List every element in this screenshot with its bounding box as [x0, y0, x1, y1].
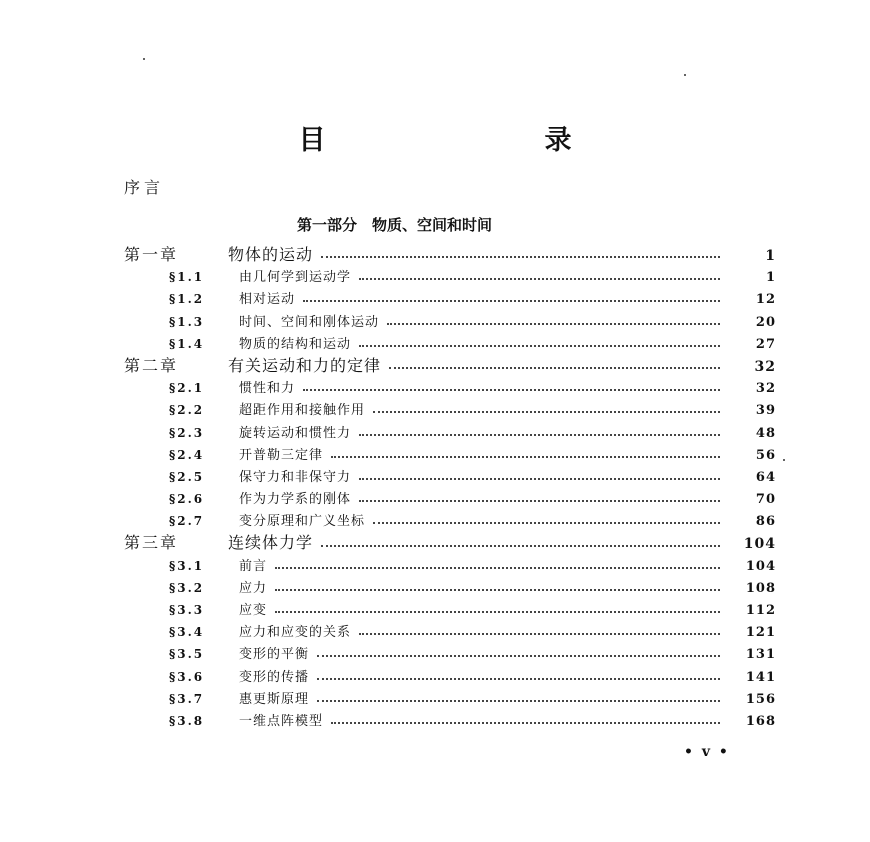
- section-number: §1.3: [169, 314, 205, 329]
- section-title: 前言: [239, 558, 268, 574]
- toc-section-row: [124, 466, 776, 488]
- section-title: 物质的结构和运动: [239, 336, 352, 352]
- toc-section-row: [124, 710, 776, 732]
- section-number: §2.1: [169, 381, 205, 396]
- dot-leader: [321, 256, 720, 258]
- toc-section-row: [124, 444, 776, 466]
- section-number: §3.7: [169, 691, 205, 706]
- page-number: 1: [765, 270, 776, 286]
- section-number: §3.6: [169, 669, 205, 684]
- section-title: 作为力学系的刚体: [239, 492, 352, 508]
- page-number: 32: [755, 381, 776, 397]
- page-number: 56: [755, 447, 776, 463]
- toc-chapter-row: [124, 355, 776, 377]
- page-number: 104: [745, 558, 776, 574]
- dot-leader: [275, 611, 720, 613]
- dot-leader: [303, 300, 720, 302]
- section-title: 惠更斯原理: [239, 691, 310, 707]
- dot-leader: [373, 411, 720, 413]
- page-number: 141: [745, 669, 776, 685]
- page-number: 131: [745, 647, 776, 663]
- section-number: §3.2: [169, 580, 205, 595]
- section-number: §3.8: [169, 713, 205, 728]
- dot-leader: [321, 545, 720, 547]
- dot-leader: [317, 700, 720, 702]
- toc-section-row: [124, 688, 776, 710]
- part-heading: 第一部分 物质、空间和时间: [297, 216, 493, 234]
- dot-leader: [317, 678, 720, 680]
- dot-leader: [373, 522, 720, 524]
- page-number: 121: [745, 625, 776, 641]
- section-number: §3.3: [169, 603, 205, 617]
- dot-leader: [331, 722, 720, 724]
- page-title: 目 录: [298, 125, 668, 156]
- section-number: §2.7: [169, 514, 205, 529]
- section-number: §3.1: [169, 558, 205, 573]
- dot-leader: [387, 323, 720, 325]
- section-number: §3.5: [169, 647, 205, 662]
- section-number: §1.1: [169, 270, 205, 285]
- toc-chapter-row: [124, 532, 776, 554]
- toc-section-row: [124, 333, 776, 355]
- chapter-title: 连续体力学: [228, 533, 314, 553]
- dot-leader: [275, 567, 720, 569]
- dot-leader: [359, 478, 720, 480]
- dot-leader: [317, 655, 720, 657]
- page-number: 39: [755, 403, 776, 419]
- dot-leader: [359, 434, 720, 436]
- page-number: 64: [755, 469, 776, 485]
- chapter-number: 第一章: [124, 245, 179, 264]
- toc-section-row: [124, 577, 776, 599]
- toc-section-row: [124, 666, 776, 688]
- section-number: §1.4: [169, 336, 205, 351]
- section-title: 变形的平衡: [239, 647, 310, 663]
- page-number: 27: [755, 336, 776, 352]
- toc-section-row: [124, 377, 776, 399]
- section-title: 一维点阵模型: [239, 713, 324, 729]
- page-number: 108: [745, 580, 776, 596]
- page-number: 12: [755, 292, 776, 308]
- page-number: 168: [745, 713, 776, 729]
- preface-entry: 序言: [124, 178, 165, 197]
- dot-leader: [359, 278, 720, 280]
- table-of-contents: [124, 244, 776, 732]
- section-title: 旋转运动和惯性力: [239, 425, 352, 441]
- section-number: §2.6: [169, 492, 205, 507]
- toc-section-row: [124, 621, 776, 643]
- scan-speck: [783, 459, 785, 461]
- section-title: 变分原理和广义坐标: [239, 514, 366, 530]
- toc-section-row: [124, 510, 776, 532]
- section-number: §2.2: [169, 403, 205, 418]
- section-title: 超距作用和接触作用: [239, 403, 366, 419]
- section-title: 时间、空间和刚体运动: [239, 314, 380, 330]
- chapter-number: 第三章: [124, 533, 179, 553]
- dot-leader: [359, 345, 720, 347]
- section-title: 惯性和力: [239, 381, 296, 397]
- section-title: 应力和应变的关系: [239, 625, 352, 641]
- toc-section-row: [124, 643, 776, 665]
- page-number: 70: [755, 492, 776, 508]
- section-number: §2.4: [169, 447, 205, 462]
- section-title: 应力: [239, 580, 268, 596]
- toc-section-row: [124, 399, 776, 421]
- section-number: §2.3: [169, 425, 205, 440]
- page-number: 104: [743, 536, 776, 553]
- page-number: 48: [755, 425, 776, 441]
- toc-section-row: [124, 288, 776, 310]
- section-title: 保守力和非保守力: [239, 469, 352, 485]
- section-title: 开普勒三定律: [239, 447, 324, 463]
- toc-section-row: [124, 422, 776, 444]
- toc-section-row: [124, 266, 776, 288]
- chapter-title: 有关运动和力的定律: [228, 355, 382, 375]
- page-number: 156: [745, 691, 776, 707]
- dot-leader: [359, 500, 720, 502]
- toc-chapter-row: [124, 244, 776, 266]
- section-title: 应变: [239, 603, 268, 618]
- chapter-number: 第二章: [124, 355, 179, 375]
- scan-speck: [684, 74, 686, 76]
- dot-leader: [389, 367, 720, 369]
- toc-section-row: [124, 555, 776, 577]
- footer-page-number: • v •: [684, 744, 730, 760]
- dot-leader: [303, 389, 720, 391]
- toc-section-row: [124, 599, 776, 621]
- dot-leader: [331, 456, 720, 458]
- section-number: §1.2: [169, 292, 205, 307]
- section-title: 由几何学到运动学: [239, 270, 352, 286]
- page-number: 20: [755, 314, 776, 330]
- chapter-title: 物体的运动: [228, 245, 314, 264]
- section-title: 变形的传播: [239, 669, 310, 685]
- section-number: §3.4: [169, 625, 205, 640]
- scan-speck: [143, 58, 145, 60]
- section-number: §2.5: [169, 469, 205, 484]
- dot-leader: [359, 633, 720, 635]
- dot-leader: [275, 589, 720, 591]
- page-number: 86: [755, 514, 776, 530]
- section-title: 相对运动: [239, 292, 296, 308]
- page-number: 112: [745, 603, 776, 618]
- page-number: 32: [754, 358, 776, 375]
- page-number: 1: [765, 248, 776, 264]
- toc-section-row: [124, 488, 776, 510]
- toc-section-row: [124, 311, 776, 333]
